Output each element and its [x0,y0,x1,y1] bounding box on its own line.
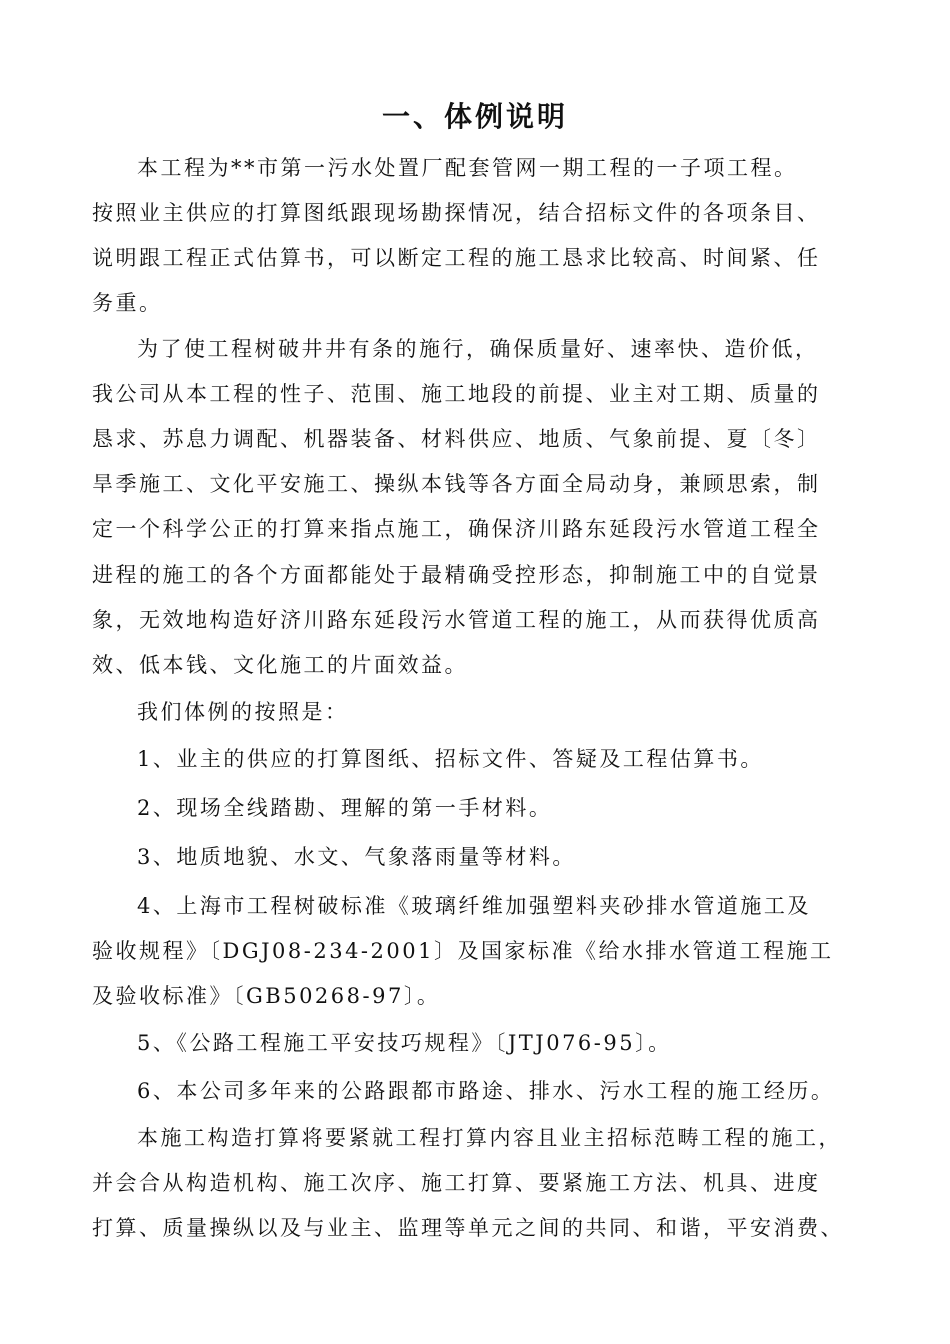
paragraph-line: 本施工构造打算将要紧就工程打算内容且业主招标范畴工程的施工， [137,1126,842,1150]
paragraph-line: 并会合从构造机构、施工次序、施工打算、要紧施工方法、机具、进度 [92,1171,821,1195]
list-item: 5、《公路工程施工平安技巧规程》〔JTJ076-95〕。 [137,1031,672,1055]
list-item-continuation: 验收规程》〔DGJ08-234-2001〕及国家标准《给水排水管道工程施工 [92,939,834,963]
paragraph-line: 定一个科学公正的打算来指点施工，确保济川路东延段污水管道工程全 [92,517,821,541]
list-item: 1、业主的供应的打算图纸、招标文件、答疑及工程估算书。 [137,747,764,771]
list-item: 2、现场全线踏勘、理解的第一手材料。 [137,796,553,820]
paragraph-line: 按照业主供应的打算图纸跟现场勘探情况，结合招标文件的各项条目、 [92,201,821,225]
paragraph-line: 恳求、苏息力调配、机器装备、材料供应、地质、气象前提、夏〔冬〕 [92,427,821,451]
paragraph-line: 说明跟工程正式估算书，可以断定工程的施工恳求比较高、时间紧、任 [92,246,821,270]
paragraph-line: 我们体例的按照是： [137,700,349,724]
paragraph-line: 打算、质量操纵以及与业主、监理等单元之间的共同、和谐，平安消费、 [92,1216,844,1240]
paragraph-line: 务重。 [92,291,163,315]
paragraph-line: 我公司从本工程的性子、范围、施工地段的前提、业主对工期、质量的 [92,382,821,406]
paragraph-line: 为了使工程树破井井有条的施行，确保质量好、速率快、造价低， [137,337,819,361]
paragraph-line: 象，无效地构造好济川路东延段污水管道工程的施工，从而获得优质高 [92,608,821,632]
list-item-continuation: 及验收标准》〔GB50268-97〕。 [92,984,441,1008]
paragraph-line: 效、低本钱、文化施工的片面效益。 [92,653,468,677]
page-title: 一、体例说明 [381,100,568,133]
list-item: 4、上海市工程树破标准《玻璃纤维加强塑料夹砂排水管道施工及 [137,894,811,918]
paragraph-line: 旱季施工、文化平安施工、操纵本钱等各方面全局动身，兼顾思索，制 [92,472,821,496]
list-item: 3、地质地貌、水文、气象落雨量等材料。 [137,845,576,869]
list-item: 6、本公司多年来的公路跟都市路途、排水、污水工程的施工经历。 [137,1079,835,1103]
paragraph-line: 本工程为**市第一污水处置厂配套管网一期工程的一子项工程。 [137,156,798,180]
paragraph-line: 进程的施工的各个方面都能处于最精确受控形态，抑制施工中的自觉景 [92,563,821,587]
